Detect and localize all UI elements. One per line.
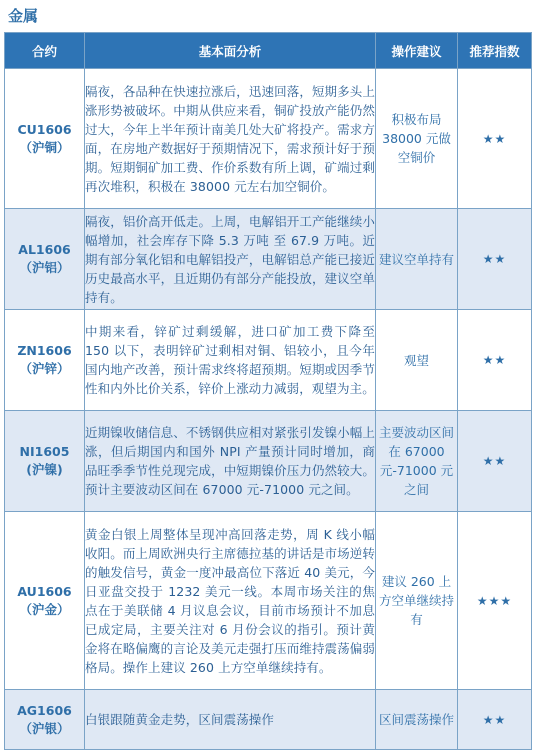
contract-name: （沪铜） [19, 139, 70, 155]
table-row-ni [5, 411, 532, 512]
contract-cell [5, 512, 85, 690]
rating-stars: ★★★ [458, 512, 532, 690]
section-title: 金属 [8, 7, 39, 25]
analysis-cell: 中期来看，锌矿过剩缓解，进口矿加工费下降至 150 以下，表明锌矿过剩相对铜、铝较小，且今年国内地产改善，预计需求终将超预期。短期或因季节性和内外比价关系，锌价上涨动力减弱，观望为主。 [85, 310, 376, 411]
advice-cell: 建议空单持有 [376, 209, 458, 310]
table-header-row [5, 33, 532, 69]
contract-code: NI1605 [19, 444, 70, 459]
table-row-zn [5, 310, 532, 411]
advice-cell: 积极布局 38000 元做空铜价 [376, 69, 458, 209]
analysis-cell: 隔夜，各品种在快速拉涨后，迅速回落，短期多头上涨形势被破坏。中期从供应来看，铜矿投放产能仍然过大，今年上半年预计南美几处大矿将投产。需求方面，在房地产数据好于预期情况下，需求预计好于预期。短期铜矿加工费、作价系数有所上调，矿端过剩再次堆积，积极在 38000 元左右加空铜价。 [85, 69, 376, 209]
contract-cell [5, 690, 85, 750]
contract-code: ZN1606 [17, 343, 72, 358]
contract-cell [5, 411, 85, 512]
contract-name: （沪铝） [19, 260, 70, 275]
table-row-ag [5, 690, 532, 750]
analysis-cell: 黄金白银上周整体呈现冲高回落走势，周 K 线小幅收阳。而上周欧洲央行主席德拉基的讲话是市场逆转的触发信号，黄金一度冲最高位下落近 40 美元，今日亚盘交投于 1232 美元一线。本周市场关注的焦点在于美联储 4 月议息会议，目前市场预计不加息已成定局，主要关注对 6 月份会议的指引。预计黄金将在略偏鹰的言论及美元走强打压而维持震荡偏弱格局。操作上建议 260 上方空单继续持有。 [85, 512, 376, 690]
contract-name: (沪镍) [26, 462, 63, 477]
advice-cell: 主要波动区间在 67000 元-71000 元之间 [376, 411, 458, 512]
contract-code: CU1606 [17, 121, 72, 137]
rating-stars: ★★ [458, 690, 532, 750]
table-row-cu [5, 69, 532, 209]
rating-stars: ★★ [458, 310, 532, 411]
advice-cell: 区间震荡操作 [376, 690, 458, 750]
contract-code: AL1606 [18, 242, 71, 257]
rating-stars: ★★ [458, 69, 532, 209]
contract-code: AG1606 [17, 702, 72, 718]
header-rating: 推荐指数 [458, 33, 532, 69]
table-row-au [5, 512, 532, 690]
contract-cell [5, 69, 85, 209]
header-contract: 合约 [5, 33, 85, 69]
rating-stars: ★★ [458, 411, 532, 512]
contract-code: AU1606 [17, 583, 72, 599]
contract-name: （沪锌） [19, 361, 70, 376]
analysis-cell: 近期镍收储信息、不锈钢供应相对紧张引发镍小幅上涨，但后期国内和国外 NPI 产量预计同时增加，商品旺季季节性兑现完成，中短期镍价压力仍然较大。预计主要波动区间在 67000 元-71000 元之间。 [85, 411, 376, 512]
contract-name: （沪金） [19, 601, 70, 617]
contract-cell [5, 209, 85, 310]
advice-cell: 建议 260 上方空单继续持有 [376, 512, 458, 690]
contract-cell [5, 310, 85, 411]
rating-stars: ★★ [458, 209, 532, 310]
advice-cell: 观望 [376, 310, 458, 411]
contract-name: （沪银） [19, 720, 70, 736]
header-advice: 操作建议 [376, 33, 458, 69]
header-analysis: 基本面分析 [85, 33, 376, 69]
analysis-cell: 白银跟随黄金走势，区间震荡操作 [85, 690, 376, 750]
analysis-cell: 隔夜，铝价高开低走。上周，电解铝开工产能继续小幅增加，社会库存下降 5.3 万吨 至 67.9 万吨。近期有部分氧化铝和电解铝投产，电解铝总产能已接近历史最高水平，且近期仍有部分产能投放，建议空单持有。 [85, 209, 376, 310]
metals-table [4, 32, 532, 750]
table-row-al [5, 209, 532, 310]
